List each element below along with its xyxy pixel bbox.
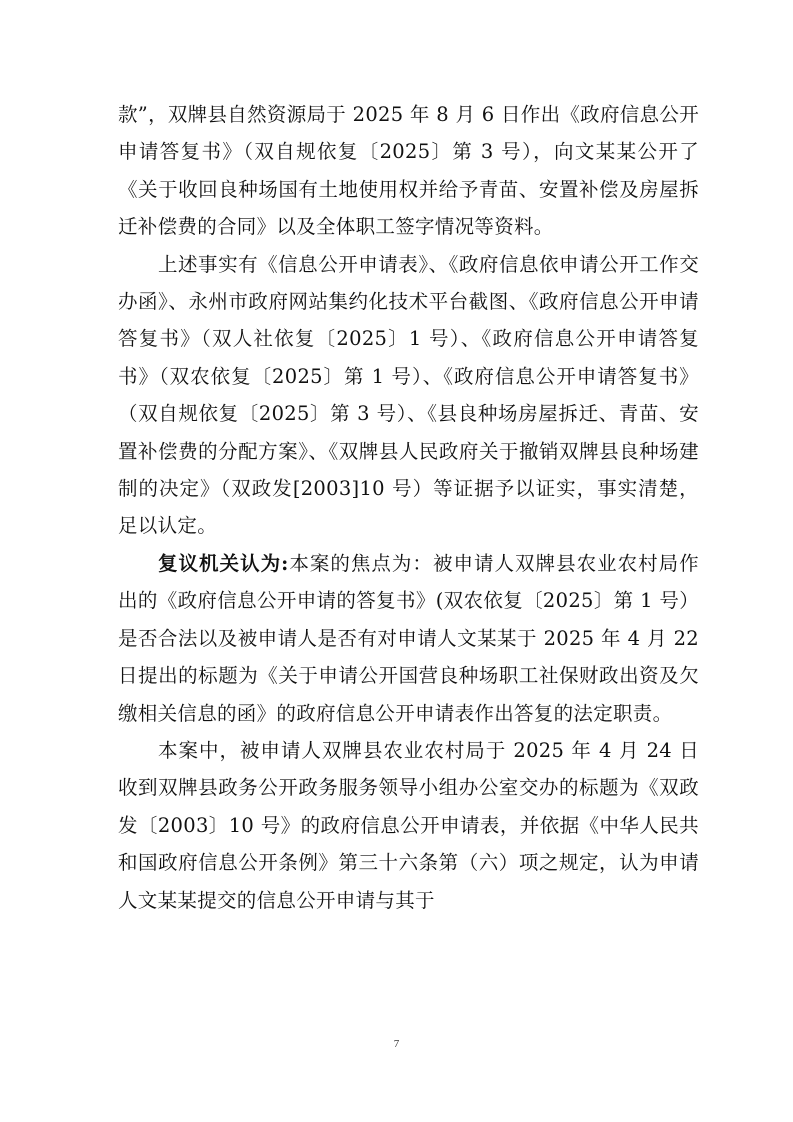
paragraph-2-text: 上述事实有《信息公开申请表》、《政府信息依申请公开工作交办函》、永州市政府网站集约化技术平台截图、《政府信息公开申请答复书》（双人社依复〔2025〕1 号）、《政府信息公开申请答复书》（双农依复〔2025〕第 1 号）、《政府信息公开申请答复书》（双自规依复〔2025〕第 3 号）、《县良种场房屋拆迁、青苗、安置补偿费的分配方案》、《双牌县人民政府关于撤销双牌县良种场建制的决定》（双政发[2003]10 号）等证据予以证实，事实清楚，足以认定。 [118,252,699,538]
paragraph-4-text: 本案中，被申请人双牌县农业农村局于 2025 年 4 月 24 日收到双牌县政务公开政务服务领导小组办公室交办的标题为《双政发〔2003〕10 号》的政府信息公开申请表，并依据《中华人民共和国政府信息公开条例》第三十六条第（六）项之规定，认为申请人文某某提交的信息公开申请与其于 [118,738,699,912]
paragraph-3-text: 本案的焦点为：被申请人双牌县农业农村局作出的《政府信息公开申请的答复书》(双农依复〔2025〕第 1 号）是否合法以及被申请人是否有对申请人文某某于 2025 年 4 月 22 日提出的标题为《关于申请公开国营良种场职工社保财政出资及欠缴相关信息的函》的政府信息公开申请表作出答复的法定职责。 [118,551,699,725]
paragraph-3 [118,545,699,732]
paragraph-2 [118,246,699,545]
paragraph-1 [118,96,699,246]
page-number: 7 [393,1038,400,1050]
paragraph-1-text: 款”，双牌县自然资源局于 2025 年 8 月 6 日作出《政府信息公开申请答复书》（双自规依复〔2025〕第 3 号），向文某某公开了《关于收回良种场国有土地使用权并给予青苗、安置补偿及房屋拆迁补偿费的合同》以及全体职工签字情况等资料。 [118,103,699,239]
paragraph-4 [118,732,699,919]
paragraph-3-lead: 复议机关认为: [158,551,289,575]
